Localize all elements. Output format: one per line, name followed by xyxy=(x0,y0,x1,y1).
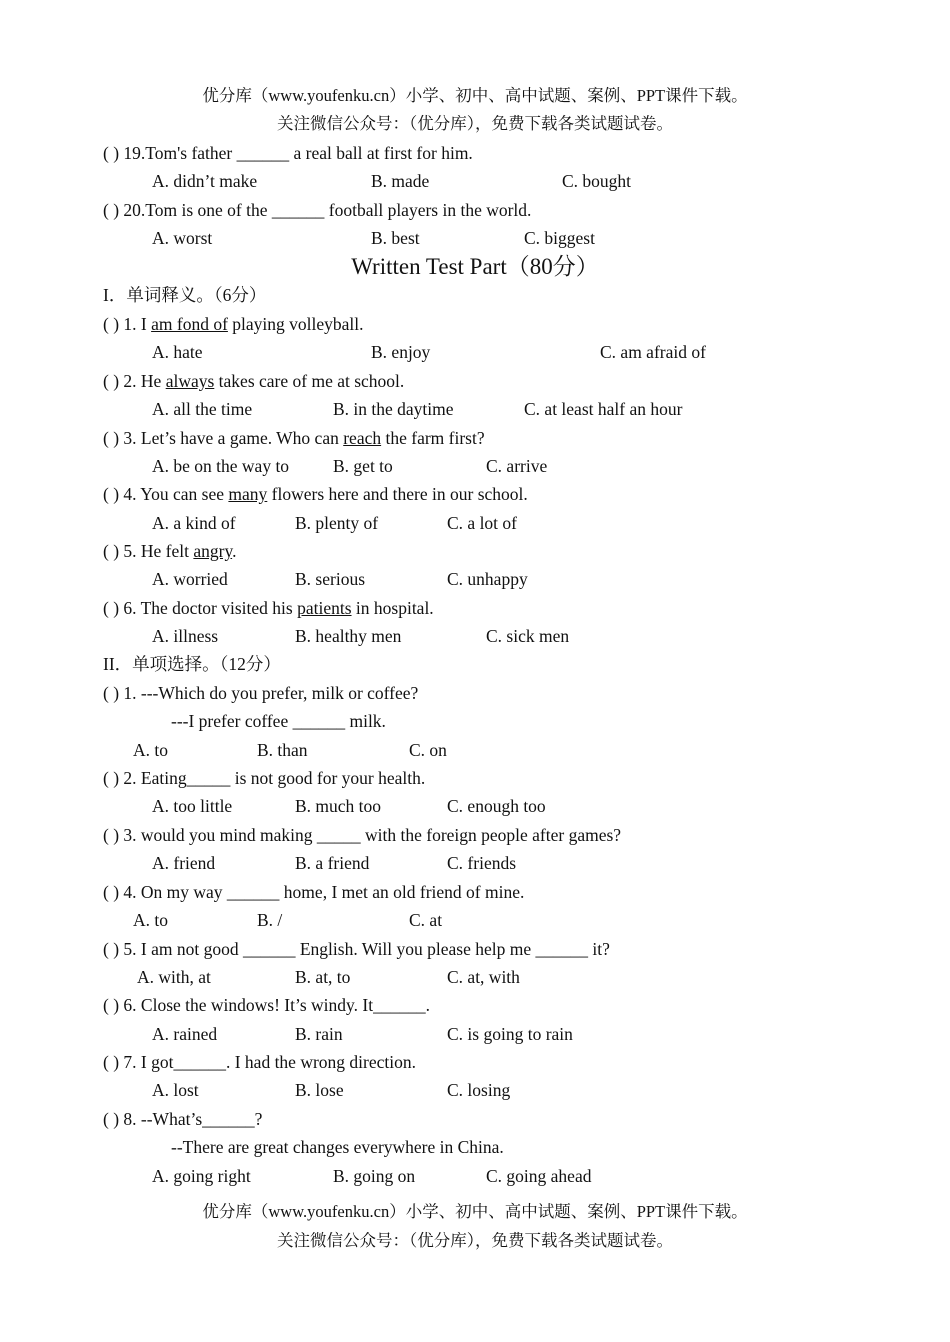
question-stem xyxy=(103,426,485,450)
option-a: A. didn’t make xyxy=(152,171,258,191)
option-c: C. unhappy xyxy=(447,569,528,589)
option-b: B. at, to xyxy=(295,967,351,987)
stem-post: takes care of me at school. xyxy=(214,371,405,391)
option-b: B. plenty of xyxy=(295,513,379,533)
option-c: C. going ahead xyxy=(486,1166,592,1186)
option-b: B. in the daytime xyxy=(333,399,454,419)
option-c: C. is going to rain xyxy=(447,1024,573,1044)
option-a: A. worst xyxy=(152,228,213,248)
stem-pre: ( ) 1. I xyxy=(103,314,152,334)
option-a: A. a kind of xyxy=(152,513,236,533)
stem-pre: ( ) 3. Let’s have a game. Who can xyxy=(103,428,344,448)
option-a: A. to xyxy=(133,910,168,930)
option-a: A. friend xyxy=(152,853,216,873)
underlined-word: angry xyxy=(193,541,233,561)
question-stem xyxy=(103,369,404,393)
underlined-word: patients xyxy=(297,598,352,618)
option-c: C. am afraid of xyxy=(600,342,706,362)
option-b: B. serious xyxy=(295,569,365,589)
underlined-word: am fond of xyxy=(151,314,228,334)
question-stem: ( ) 6. Close the windows! It’s windy. It______. xyxy=(103,995,430,1015)
option-c: C. at, with xyxy=(447,967,520,987)
written-test-title: Written Test Part（80分） xyxy=(351,254,599,279)
option-c: C. at least half an hour xyxy=(524,399,683,419)
stem-post: playing volleyball. xyxy=(227,314,364,334)
option-b: B. a friend xyxy=(295,853,370,873)
option-c: C. enough too xyxy=(447,796,546,816)
footer-line-1: 优分库（www.youfenku.cn）小学、初中、高中试题、案例、PPT课件下载。 xyxy=(202,1202,748,1221)
question-stem: ( ) 5. I am not good ______ English. Will you please help me ______ it? xyxy=(103,939,610,959)
option-a: A. all the time xyxy=(152,399,253,419)
option-a: A. going right xyxy=(152,1166,251,1186)
stem-post: the farm first? xyxy=(381,428,485,448)
question-stem: ( ) 7. I got______. I had the wrong direction. xyxy=(103,1052,416,1072)
question-stem: ( ) 19.Tom's father ______ a real ball at first for him. xyxy=(103,143,473,163)
option-c: C. losing xyxy=(447,1080,511,1100)
question-stem xyxy=(103,539,236,563)
option-a: A. lost xyxy=(152,1080,199,1100)
question-stem: ( ) 8. --What’s______? xyxy=(103,1109,263,1129)
stem-pre: ( ) 6. The doctor visited his xyxy=(103,598,298,618)
option-b: B. get to xyxy=(333,456,393,476)
option-b: B. going on xyxy=(333,1166,416,1186)
option-a: A. hate xyxy=(152,342,203,362)
stem-post: in hospital. xyxy=(351,598,434,618)
option-a: A. rained xyxy=(152,1024,218,1044)
question-stem: ( ) 2. Eating_____ is not good for your health. xyxy=(103,768,426,788)
option-b: B. best xyxy=(371,228,420,248)
section-heading: I．单词释义。（6分） xyxy=(103,285,267,305)
question-stem: ( ) 4. On my way ______ home, I met an old friend of mine. xyxy=(103,882,525,902)
stem-pre: ( ) 2. He xyxy=(103,371,166,391)
header-line-2: 关注微信公众号：（优分库），免费下载各类试题试卷。 xyxy=(277,114,673,133)
option-c: C. a lot of xyxy=(447,513,517,533)
option-a: A. with, at xyxy=(137,967,211,987)
stem-pre: ( ) 5. He felt xyxy=(103,541,194,561)
option-c: C. bought xyxy=(562,171,632,191)
option-a: A. too little xyxy=(152,796,233,816)
option-c: C. at xyxy=(409,910,443,930)
question-stem-line2: ---I prefer coffee ______ milk. xyxy=(171,711,386,731)
option-c: C. on xyxy=(409,740,447,760)
header-line-1: 优分库（www.youfenku.cn）小学、初中、高中试题、案例、PPT课件下载。 xyxy=(202,86,748,105)
underlined-word: always xyxy=(165,371,215,391)
option-a: A. worried xyxy=(152,569,228,589)
option-b: B. lose xyxy=(295,1080,344,1100)
stem-post: . xyxy=(232,541,237,561)
option-b: B. healthy men xyxy=(295,626,402,646)
option-c: C. arrive xyxy=(486,456,548,476)
footer-line-2: 关注微信公众号：（优分库），免费下载各类试题试卷。 xyxy=(277,1231,673,1250)
underlined-word: many xyxy=(228,484,268,504)
question-stem-line2: --There are great changes everywhere in China. xyxy=(171,1137,504,1157)
question-stem: ( ) 3. would you mind making _____ with the foreign people after games? xyxy=(103,825,622,845)
option-b: B. rain xyxy=(295,1024,343,1044)
option-b: B. enjoy xyxy=(371,342,431,362)
option-a: A. to xyxy=(133,740,168,760)
option-b: B. / xyxy=(257,910,283,930)
section-heading: II．单项选择。（12分） xyxy=(103,654,281,674)
question-stem: ( ) 1. ---Which do you prefer, milk or coffee? xyxy=(103,683,419,703)
option-a: A. be on the way to xyxy=(152,456,290,476)
stem-post: flowers here and there in our school. xyxy=(267,484,528,504)
question-stem xyxy=(103,596,434,620)
option-b: B. much too xyxy=(295,796,382,816)
option-b: B. than xyxy=(257,740,308,760)
stem-pre: ( ) 4. You can see xyxy=(103,484,229,504)
question-stem xyxy=(103,312,364,336)
option-b: B. made xyxy=(371,171,430,191)
option-a: A. illness xyxy=(152,626,219,646)
option-c: C. sick men xyxy=(486,626,570,646)
question-stem: ( ) 20.Tom is one of the ______ football players in the world. xyxy=(103,200,532,220)
option-c: C. friends xyxy=(447,853,517,873)
underlined-word: reach xyxy=(343,428,382,448)
option-c: C. biggest xyxy=(524,228,595,248)
question-stem xyxy=(103,482,528,506)
